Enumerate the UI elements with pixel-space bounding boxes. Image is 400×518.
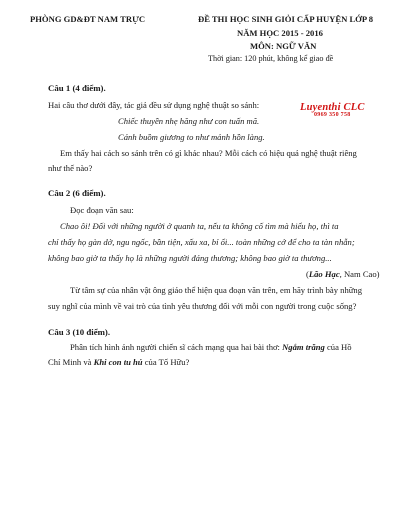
work-title-1: Ngắm trăng — [282, 342, 325, 352]
question-3-text-line-2: Chí Minh và Khi con tu hú của Tố Hữu? — [48, 357, 190, 367]
watermark-stamp — [300, 102, 365, 118]
excerpt-line-2: chỉ thấy họ gàn dở, ngu ngốc, bần tiện, xấu xa, bỉ ổi... toàn những cớ để cho ta tàn nhẫn; — [48, 237, 355, 247]
education-office-name: PHÒNG GD&ĐT NAM TRỰC — [30, 14, 146, 24]
question-1-title: Câu 1 (4 điểm). — [48, 83, 106, 93]
poem-line-2: Cánh buồm giương to như mảnh hồn làng. — [118, 132, 265, 142]
question-1-text-line-1: Em thấy hai cách so sánh trên có gì khác nhau? Mỗi cách có hiệu quả nghệ thuật riêng — [60, 148, 357, 158]
question-2-text-line-1: Từ tâm sự của nhân vật ông giáo thể hiện qua đoạn văn trên, em hãy trình bày những — [70, 285, 362, 295]
question-2-text-line-2: suy nghĩ của mình về vai trò của tình yêu thương đối với mỗi con người trong cuộc sống? — [48, 301, 357, 311]
excerpt-source: (Lão Hạc, Nam Cao) — [306, 269, 380, 279]
poem-line-1: Chiếc thuyền nhẹ hăng như con tuấn mã. — [118, 116, 260, 126]
work-title-2: Khi con tu hú — [93, 357, 143, 367]
excerpt-line-1: Chao ôi! Đối với những người ở quanh ta, nếu ta không cố tìm mà hiểu họ, thì ta — [60, 221, 339, 231]
excerpt-line-3: không bao giờ ta thấy họ là những người đáng thương; không bao giờ ta thương... — [48, 253, 332, 263]
question-3-text-line-1: Phân tích hình ảnh người chiến sĩ cách mạng qua hai bài thơ: Ngắm trăng của Hồ — [70, 342, 352, 352]
exam-title: ĐỀ THI HỌC SINH GIỎI CẤP HUYỆN LỚP 8 — [198, 14, 374, 24]
school-year: NĂM HỌC 2015 - 2016 — [237, 28, 323, 38]
question-3-title: Câu 3 (10 điểm). — [48, 327, 111, 337]
source-work: Lão Hạc — [308, 269, 340, 279]
watermark-name: Luyenthi CLC — [300, 102, 365, 113]
time-allowance: Thời gian: 120 phút, không kể giao đề — [208, 54, 334, 63]
question-1-intro: Hai câu thơ dưới đây, tác giả đều sử dụng nghệ thuật so sánh: — [48, 100, 260, 110]
watermark-phone: 0969 350 758 — [313, 112, 351, 118]
question-2-intro: Đọc đoạn văn sau: — [70, 205, 134, 215]
question-1-text-line-2: như thế nào? — [48, 163, 93, 173]
source-author: , Nam Cao) — [339, 269, 380, 279]
subject-line: MÔN: NGỮ VĂN — [250, 41, 317, 51]
question-2-title: Câu 2 (6 điểm). — [48, 188, 106, 198]
